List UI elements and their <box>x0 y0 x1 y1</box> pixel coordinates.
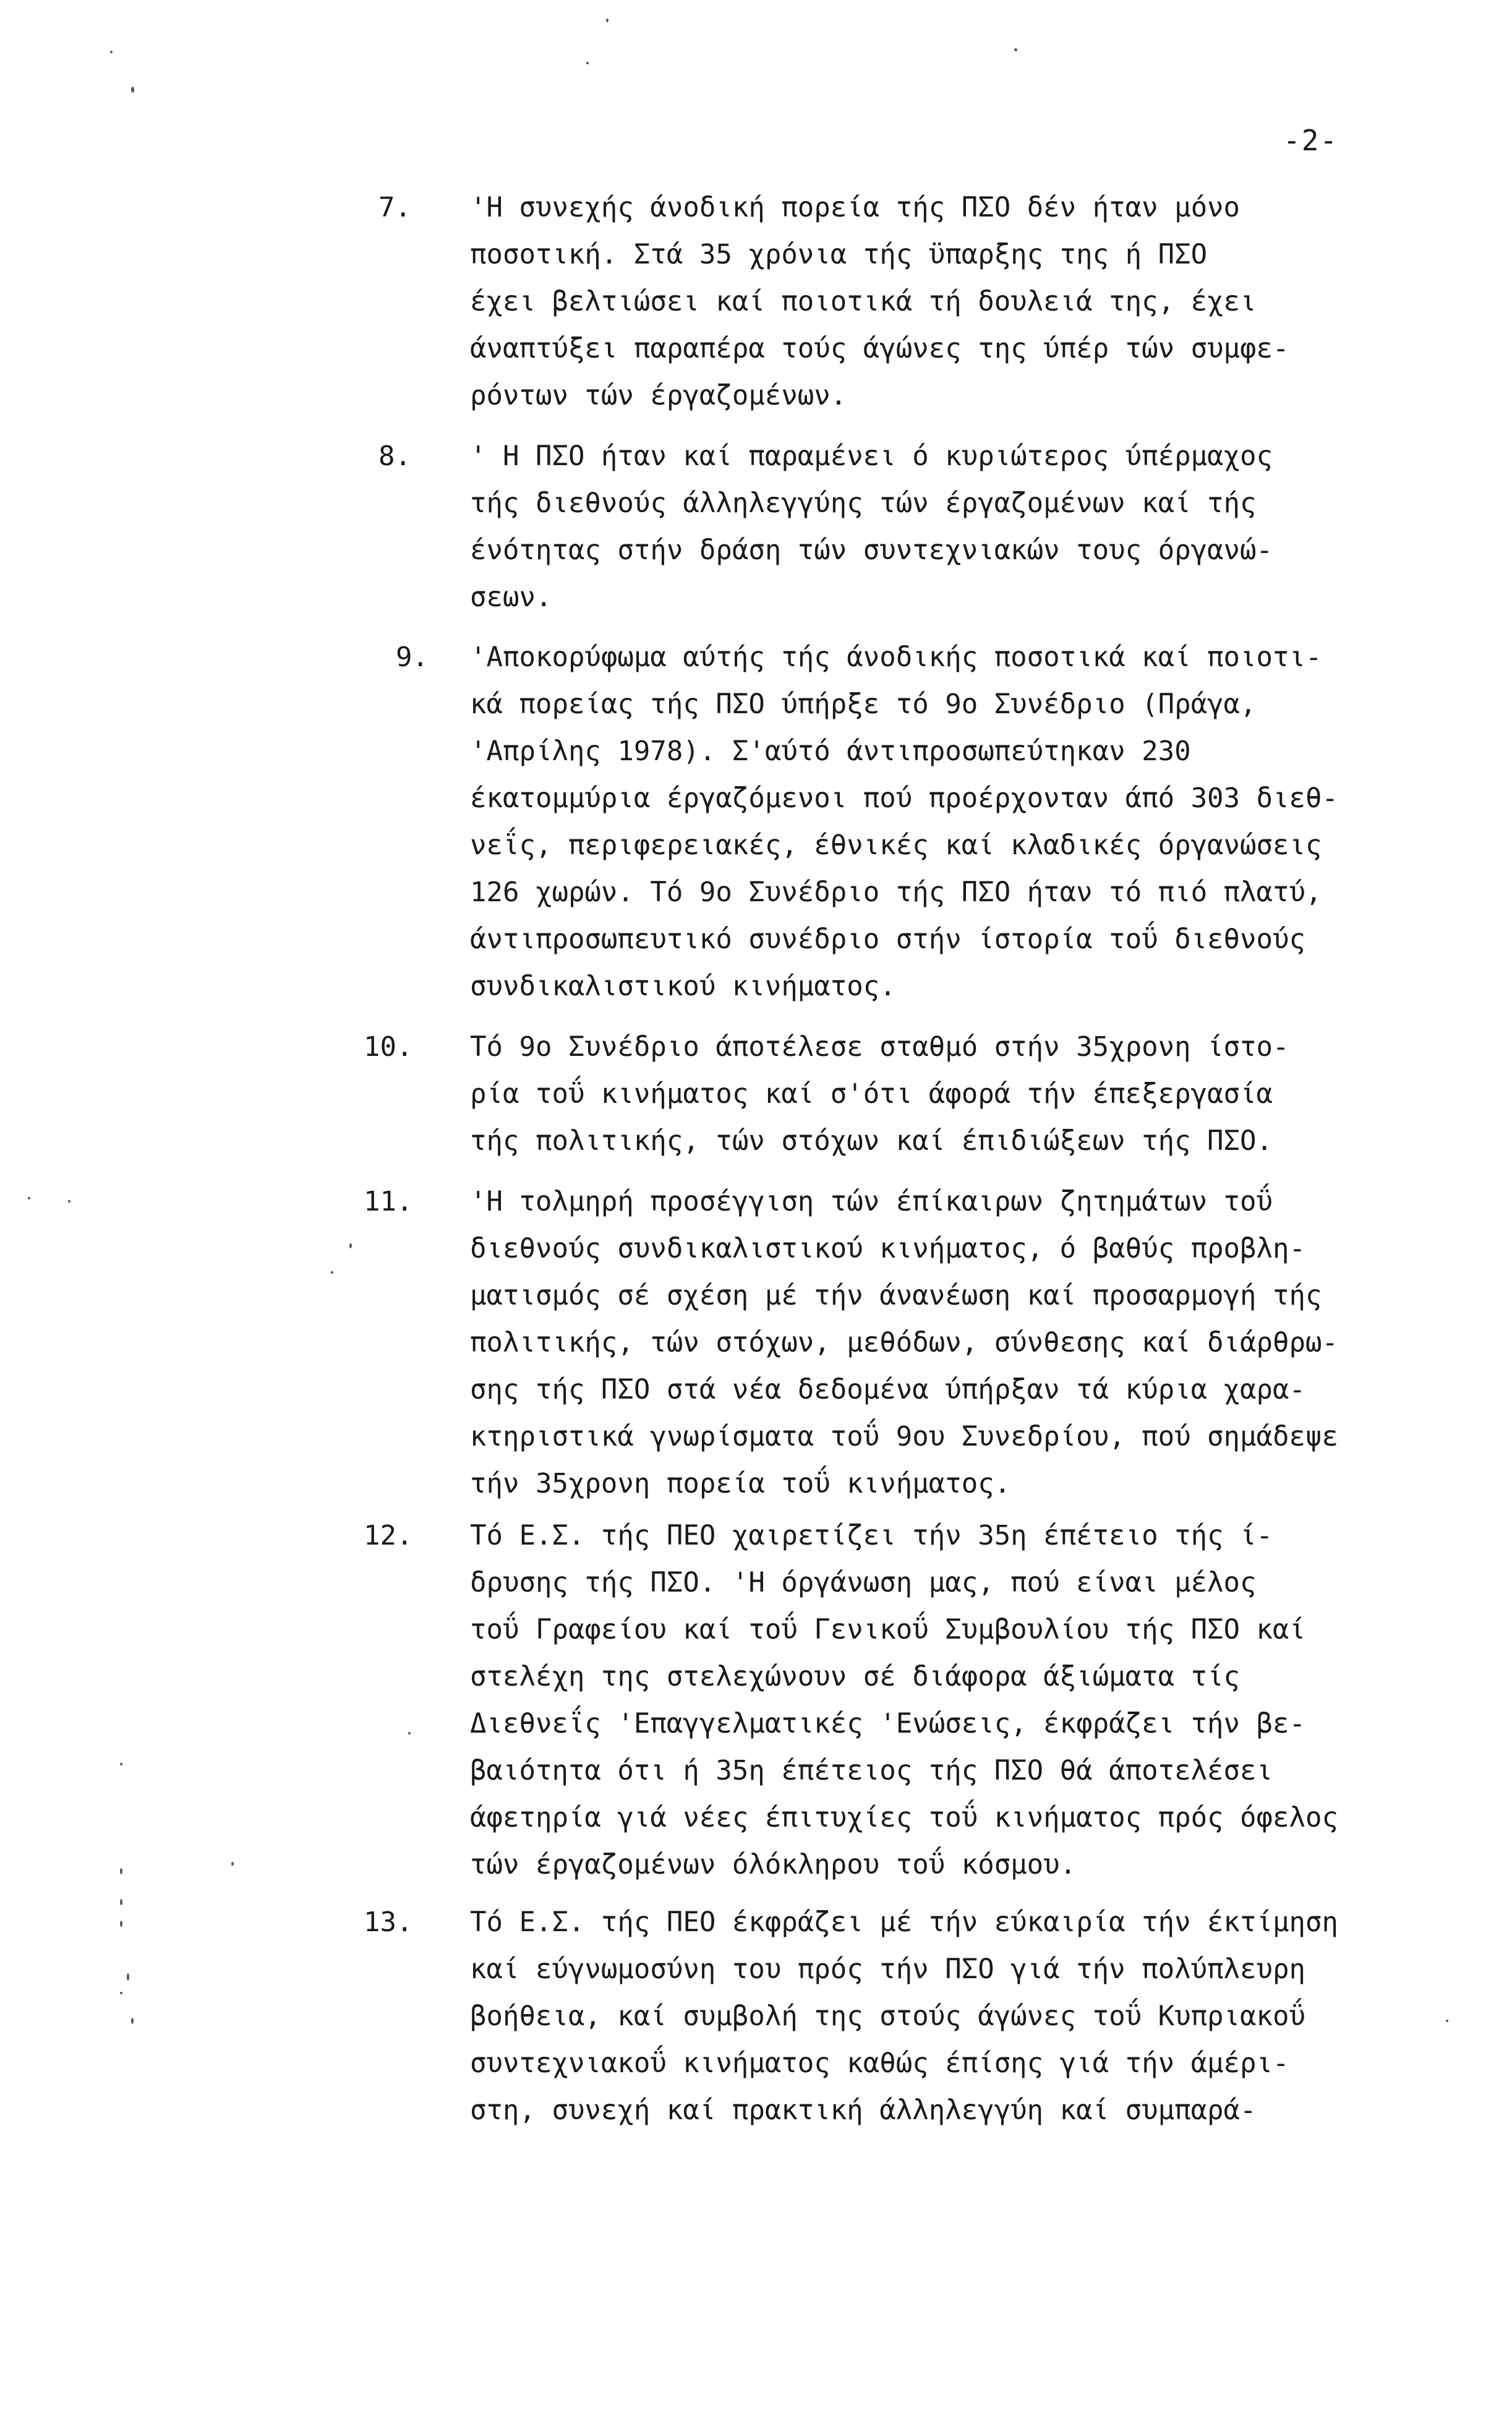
text-line: κά πορείας τής ΠΣΟ ύπήρξε τό 9ο Συνέδριο (Πράγα, <box>470 688 1257 720</box>
text-line: ματισμός σέ σχέση μέ τήν άνανέωση καί προσαρμογή τής <box>470 1280 1322 1311</box>
text-line: Τό Ε.Σ. τής ΠΕΟ χαιρετίζει τήν 35η έπέτειο τής ί- <box>470 1520 1273 1551</box>
scan-speck <box>68 1200 70 1203</box>
text-line: άντιπροσωπευτικό συνέδριο στήν ίστορία τοΰ διεθνούς <box>470 924 1306 955</box>
text-line: 'Η τολμηρή προσέγγιση τών έπίκαιρων ζητημάτων τοΰ <box>470 1186 1273 1217</box>
scan-speck <box>331 1271 333 1274</box>
scan-speck <box>131 87 134 93</box>
scan-speck <box>586 62 589 64</box>
text-line: συντεχνιακοΰ κινήματος καθώς έπίσης γιά τήν άμέρι- <box>470 2047 1289 2079</box>
paragraph-number: 13. <box>364 1906 413 1938</box>
paragraph-text <box>470 1512 1459 1889</box>
paragraph-number: 7. <box>378 192 411 223</box>
paragraph-text <box>470 433 1459 621</box>
text-line: συνδικαλιστικού κινήματος. <box>470 971 896 1002</box>
text-line: Τό Ε.Σ. τής ΠΕΟ έκφράζει μέ τήν εύκαιρία τήν έκτίμηση <box>470 1906 1338 1938</box>
scan-speck <box>131 2018 134 2024</box>
text-line: κτηριστικά γνωρίσματα τοΰ 9ου Συνεδρίου, πού σημάδεψε <box>470 1421 1338 1452</box>
text-line: 'Η συνεχής άνοδική πορεία τής ΠΣΟ δέν ήταν μόνο <box>470 192 1241 223</box>
text-line: 126 χωρών. Τό 9ο Συνέδριο τής ΠΣΟ ήταν τό πιό πλατύ, <box>470 877 1322 908</box>
text-line: τήν 35χρονη πορεία τοΰ κινήματος. <box>470 1468 1011 1499</box>
scan-speck <box>606 19 609 22</box>
paragraph-number: 10. <box>364 1031 413 1063</box>
paragraph-text <box>470 1899 1459 2134</box>
text-line: καί εύγνωμοσύνη του πρός τήν ΠΣΟ γιά τήν πολύπλευρη <box>470 1953 1306 1985</box>
text-line: Τό 9ο Συνέδριο άποτέλεσε σταθμό στήν 35χρονη ίστο- <box>470 1031 1289 1063</box>
text-line: σεων. <box>470 581 552 613</box>
text-line: νεΐς, περιφερειακές, έθνικές καί κλαδικές όργανώσεις <box>470 830 1322 861</box>
text-line: σης τής ΠΣΟ στά νέα δεδομένα ύπήρξαν τά κύρια χαρα- <box>470 1374 1306 1405</box>
scan-speck <box>120 1921 122 1927</box>
text-line: διεθνούς συνδικαλιστικού κινήματος, ό βαθύς προβλη- <box>470 1233 1306 1264</box>
text-line: τής πολιτικής, τών στόχων καί έπιδιώξεων τής ΠΣΟ. <box>470 1125 1273 1157</box>
text-line: στη, συνεχή καί πρακτική άλληλεγγύη καί συμπαρά- <box>470 2094 1257 2126</box>
text-line: τοΰ Γραφείου καί τοΰ Γενικοΰ Συμβουλίου τής ΠΣΟ καί <box>470 1614 1306 1645</box>
paragraph-text <box>470 184 1459 419</box>
text-line: ρόντων τών έργαζομένων. <box>470 380 847 411</box>
paragraph-number: 8. <box>378 440 411 472</box>
scan-speck <box>349 1243 352 1248</box>
scan-speck <box>110 51 113 53</box>
text-line: στελέχη της στελεχώνουν σέ διάφορα άξιώματα τίς <box>470 1661 1241 1692</box>
scan-speck <box>120 1899 122 1905</box>
text-line: άναπτύξει παραπέρα τούς άγώνες της ύπέρ τών συμφε- <box>470 333 1289 364</box>
text-line: έκατομμύρια έργαζόμενοι πού προέρχονταν άπό 303 διεθ- <box>470 782 1338 814</box>
text-line: τών έργαζομένων όλόκληρου τοΰ κόσμου. <box>470 1849 1077 1880</box>
text-line: Διεθνεΐς 'Επαγγελματικές 'Ενώσεις, έκφράζει τήν βε- <box>470 1708 1306 1739</box>
paragraph-number: 11. <box>364 1186 413 1217</box>
text-line: 'Απρίλης 1978). Σ'αύτό άντιπροσωπεύτηκαν 230 <box>470 735 1191 767</box>
scan-speck <box>408 1732 411 1734</box>
text-line: τής διεθνούς άλληλεγγύης τών έργαζομένων καί τής <box>470 487 1257 519</box>
scan-speck <box>1014 48 1017 51</box>
scan-speck <box>127 1973 129 1981</box>
text-line: άφετηρία γιά νέες έπιτυχίες τοΰ κινήματος πρός όφελος <box>470 1802 1338 1833</box>
paragraph-text <box>470 1178 1459 1507</box>
text-line: δρυσης τής ΠΣΟ. 'Η όργάνωση μας, πού είναι μέλος <box>470 1567 1257 1598</box>
text-line: έχει βελτιώσει καί ποιοτικά τή δουλειά της, έχει <box>470 286 1257 317</box>
paragraph-text <box>470 634 1459 1010</box>
text-line: 'Αποκορύφωμα αύτής τής άνοδικής ποσοτικά καί ποιοτι- <box>470 641 1322 673</box>
text-line: ' Η ΠΣΟ ήταν καί παραμένει ό κυριώτερος ύπέρμαχος <box>470 440 1273 472</box>
scan-speck <box>231 1862 234 1866</box>
scan-speck <box>120 1763 122 1765</box>
text-line: πολιτικής, τών στόχων, μεθόδων, σύνθεσης καί διάρθρω- <box>470 1327 1338 1358</box>
text-line: ρία τοΰ κινήματος καί σ'ότι άφορά τήν έπεξεργασία <box>470 1078 1273 1110</box>
text-line: βαιότητα ότι ή 35η έπέτειος τής ΠΣΟ θά άποτελέσει <box>470 1755 1273 1786</box>
paragraph-number: 9. <box>396 641 429 673</box>
scan-speck <box>120 1868 122 1874</box>
scan-speck <box>1446 2020 1448 2022</box>
scan-speck <box>28 1197 30 1199</box>
text-line: ποσοτική. Στά 35 χρόνια τής ϋπαρξης της ή ΠΣΟ <box>470 239 1208 270</box>
paragraph-text <box>470 1024 1459 1165</box>
text-line: βοήθεια, καί συμβολή της στούς άγώνες τοΰ Κυπριακοΰ <box>470 2000 1306 2032</box>
scan-speck <box>120 1992 122 1994</box>
paragraph-number: 12. <box>364 1520 413 1551</box>
page-number: -2- <box>1283 124 1339 157</box>
text-line: ένότητας στήν δράση τών συντεχνιακών τους όργανώ- <box>470 534 1273 566</box>
